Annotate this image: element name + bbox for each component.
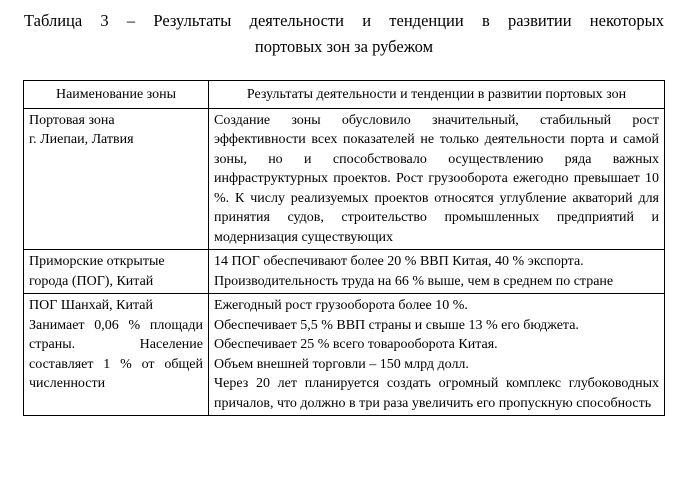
header-row bbox=[24, 81, 665, 109]
zone-cell-shanghai bbox=[24, 294, 209, 416]
header-results: Результаты деятельности и тенденции в развитии портовых зон bbox=[209, 81, 665, 109]
table-caption bbox=[24, 8, 664, 60]
results-paragraph: Через 20 лет планируется создать огромный комплекс глубоководных причалов, что должно в три раза увеличить его пропускную способность bbox=[214, 376, 659, 411]
results-paragraph: Производительность труда на 66 % выше, чем в среднем по стране bbox=[214, 273, 614, 289]
caption-line-2: портовых зон за рубежом bbox=[254, 37, 434, 56]
results-paragraph: Ежегодный рост грузооборота более 10 %. bbox=[214, 298, 468, 313]
results-paragraph: Обеспечивает 5,5 % ВВП страны и свыше 13 % его бюджета. bbox=[214, 317, 579, 333]
zone-cell-liepaja bbox=[24, 108, 209, 250]
zone-name-line1: Портовая зона bbox=[29, 112, 115, 128]
zone-name-line1: ПОГ Шанхай, Китай bbox=[29, 298, 153, 313]
table-row bbox=[24, 250, 665, 294]
results-paragraph: 14 ПОГ обеспечивают более 20 % ВВП Китая, 40 % экспорта. bbox=[214, 254, 584, 269]
results-table bbox=[23, 80, 665, 416]
zone-name-line2: города (ПОГ), Китай bbox=[29, 273, 154, 289]
results-paragraph: Объем внешней торговли – 150 млрд долл. bbox=[214, 356, 469, 372]
table-row bbox=[24, 294, 665, 416]
caption-line-1: Таблица 3 – Результаты деятельности и тенденции в развитии некоторых bbox=[24, 11, 664, 30]
results-paragraph: Обеспечивает 25 % всего товарооборота Китая. bbox=[214, 337, 498, 352]
results-cell-liepaja: Создание зоны обусловило значительный, стабильный рост эффективности всех показателей не только деятельности порта и самой зоны, но и способствовало осуществлению ряда важных инфраструктурных проектов. Рост грузооборота ежегодно превышает 10 %. К числу реализуемых проектов относятся углубление акваторий для принятия судов, строительство промышленных предприятий и модернизация существующих bbox=[209, 108, 665, 250]
results-cell-shanghai bbox=[209, 294, 665, 416]
header-zone: Наименование зоны bbox=[24, 81, 209, 109]
zone-name-line2: г. Лиепаи, Латвия bbox=[29, 132, 134, 147]
table-row bbox=[24, 108, 665, 250]
zone-name-line1: Приморские открытые bbox=[29, 254, 165, 269]
zone-description: Занимает 0,06 % площади страны. Население составляет 1 % от общей численности bbox=[29, 317, 203, 391]
zone-cell-pog-china bbox=[24, 250, 209, 294]
results-cell-pog-china bbox=[209, 250, 665, 294]
